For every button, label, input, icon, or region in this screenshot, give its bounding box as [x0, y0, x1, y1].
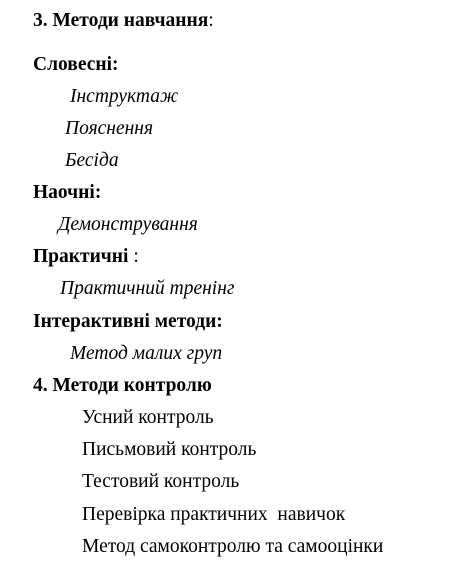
section-3-title: 3. Методи навчання — [33, 10, 209, 31]
control-item-self-assessment: Метод самоконтролю та самооцінки — [82, 536, 384, 557]
practical-methods-colon: : — [128, 246, 139, 267]
verbal-item-conversation: Бесіда — [65, 150, 119, 171]
control-item-oral: Усний контроль — [82, 407, 214, 428]
control-item-written: Письмовий контроль — [82, 439, 257, 460]
verbal-item-instruction: Інструктаж — [70, 86, 179, 107]
section-3-colon: : — [208, 10, 214, 31]
section-4-heading: 4. Методи контролю — [33, 375, 212, 396]
control-item-test: Тестовий контроль — [82, 471, 240, 492]
practical-methods-heading — [33, 245, 139, 269]
control-item-practical-skills: Перевірка практичних навичок — [82, 504, 346, 525]
interactive-methods-heading: Інтерактивні методи: — [33, 311, 223, 332]
visual-methods-heading: Наочні: — [33, 182, 102, 203]
practical-methods-title: Практичні — [33, 246, 129, 267]
verbal-item-explanation: Пояснення — [65, 118, 154, 139]
interactive-item-small-groups: Метод малих груп — [70, 343, 223, 364]
verbal-methods-heading: Словесні: — [33, 54, 119, 75]
section-3-heading — [33, 9, 214, 33]
visual-item-demonstration: Демонстрування — [58, 214, 198, 235]
practical-item-training: Практичний тренінг — [60, 278, 235, 299]
